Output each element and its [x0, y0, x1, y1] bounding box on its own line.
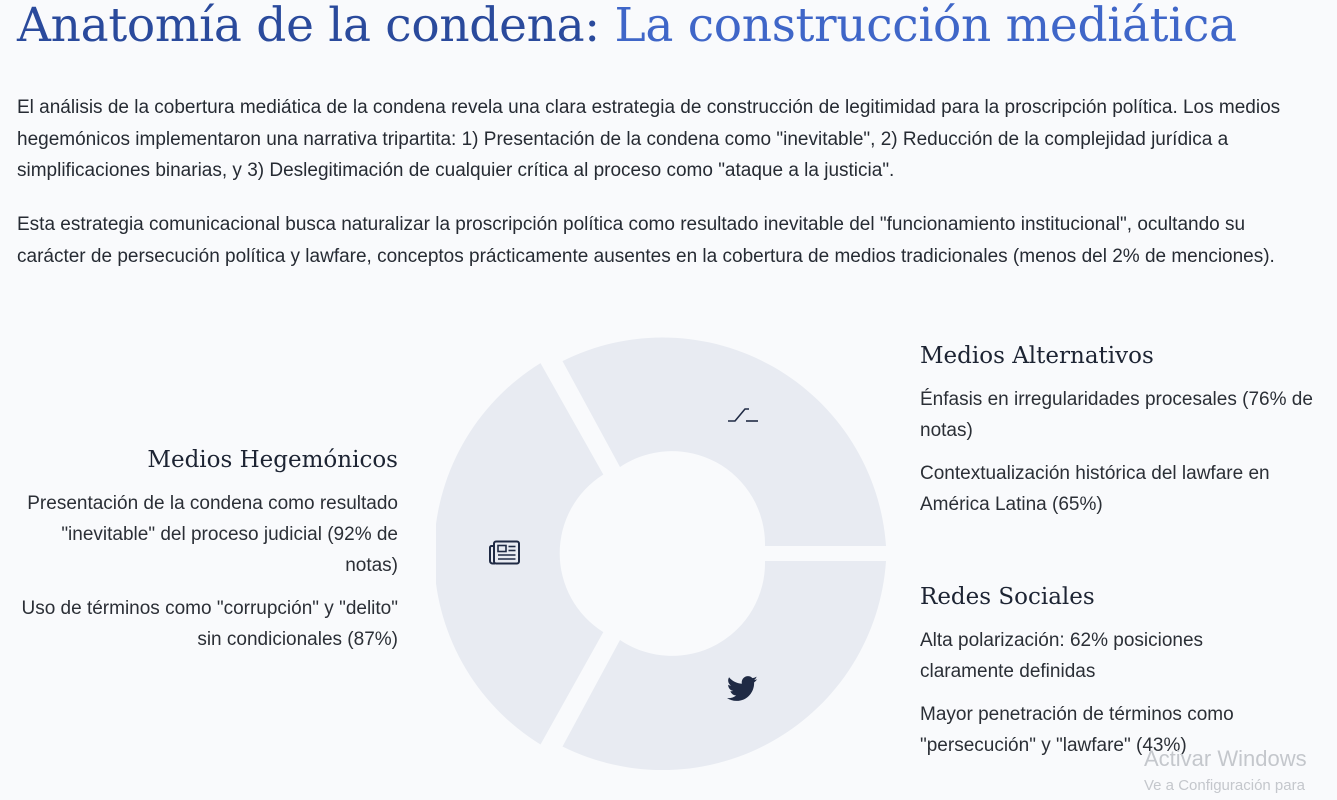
newspaper-icon — [489, 540, 521, 571]
strategy-paragraph: Esta estrategia comunicacional busca naturalizar la proscripción política como resultado inevitable del "funcionamiento institucional", ocultando su carácter de persecución política y lawfare, conceptos prácticamente ausentes en la cobertura de medios tradicionales (menos del 2% de menciones). — [17, 214, 1275, 267]
windows-activation-watermark — [1144, 744, 1307, 796]
panel-item: Uso de términos como "corrupción" y "delito" sin condicionales (87%) — [21, 598, 398, 650]
twitter-icon — [727, 676, 758, 707]
panel-medios-alternativos — [920, 340, 1315, 532]
chart-line-icon — [727, 405, 759, 430]
title-part-1: Anatomía de la condena: — [17, 0, 600, 53]
page-title — [17, 0, 1237, 56]
panel-title-hegemonicos: Medios Hegemónicos — [147, 447, 398, 473]
intro-paragraph: El análisis de la cobertura mediática de la condena revela una clara estrategia de construcción de legitimidad para la proscripción política. Los medios hegemónicos implementaron una narrativa tripartita: 1) Presentación de la condena como "inevitable", 2) Reducción de la complejidad jurídica a simplificaciones binarias, y 3) Deslegitimación de cualquier crítica al proceso como "ataque a la justicia". — [17, 97, 1281, 181]
panel-item: Presentación de la condena como resultado "inevitable" del proceso judicial (92% de notas) — [27, 493, 398, 576]
panel-item: Contextualización histórica del lawfare en América Latina (65%) — [920, 463, 1270, 515]
panel-medios-hegemonicos — [20, 444, 398, 667]
watermark-line-2: Ve a Configuración para — [1144, 777, 1305, 794]
panel-item: Mayor penetración de términos como "persecución" y "lawfare" (43%) — [920, 704, 1234, 756]
segment-medios-alternativos[interactable] — [563, 338, 887, 546]
segment-redes-sociales[interactable] — [563, 561, 887, 770]
panel-item: Énfasis en irregularidades procesales (76% de notas) — [920, 389, 1313, 441]
panel-title-redes: Redes Sociales — [920, 584, 1095, 610]
title-part-2: La construcción mediática — [614, 0, 1237, 53]
watermark-line-1: Activar Windows — [1144, 746, 1307, 771]
panel-title-alternativos: Medios Alternativos — [920, 343, 1154, 369]
panel-item: Alta polarización: 62% posiciones claramente definidas — [920, 630, 1204, 682]
media-donut-diagram — [436, 327, 889, 780]
